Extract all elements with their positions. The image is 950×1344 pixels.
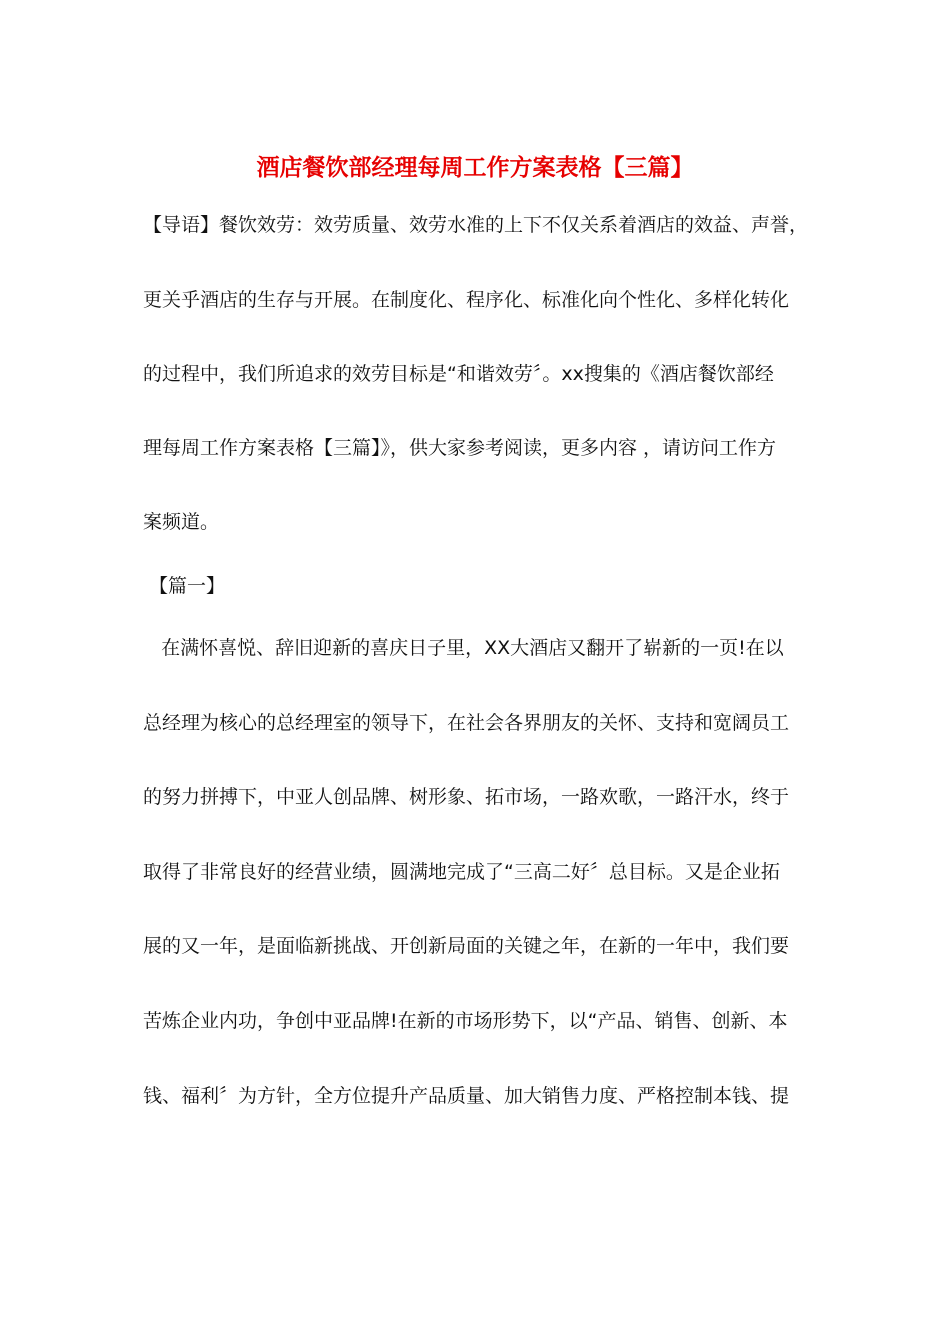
text-line: 案频道。 <box>143 511 220 533</box>
text-line: 【导语】餐饮效劳：效劳质量、效劳水准的上下不仅关系着酒店的效益、声誉， <box>143 214 809 236</box>
text-line: 在满怀喜悦、辞旧迎新的喜庆日子里，XX大酒店又翻开了崭新的一页!在以 <box>143 637 784 659</box>
text-line: 展的又一年，是面临新挑战、开创新局面的关键之年，在新的一年中，我们要 <box>143 935 790 957</box>
text-line: 理每周工作方案表格【三篇】》，供大家参考阅读，更多内容 ，请访问工作方 <box>143 437 777 459</box>
section-heading: 【篇一】 <box>143 575 226 597</box>
text-line: 更关乎酒店的生存与开展。在制度化、程序化、标准化向个性化、多样化转化 <box>143 289 790 311</box>
document-title: 酒店餐饮部经理每周工作方案表格【三篇】 <box>256 154 694 181</box>
text-line: 的努力拼搏下，中亚人创品牌、树形象、拓市场，一路欢歌，一路汗水，终于 <box>143 786 790 808</box>
text-line: 的过程中，我们所追求的效劳目标是“和谐效劳〞。xx搜集的《酒店餐饮部经 <box>143 363 774 385</box>
text-line: 钱、福利〞为方针，全方位提升产品质量、加大销售力度、严格控制本钱、提 <box>143 1085 790 1107</box>
text-line: 总经理为核心的总经理室的领导下，在社会各界朋友的关怀、支持和宽阔员工 <box>143 712 790 734</box>
text-line: 取得了非常良好的经营业绩，圆满地完成了“三高二好〞总目标。又是企业拓 <box>143 861 780 883</box>
text-line: 苦炼企业内功，争创中亚品牌!在新的市场形势下，以“产品、销售、创新、本 <box>143 1010 788 1032</box>
